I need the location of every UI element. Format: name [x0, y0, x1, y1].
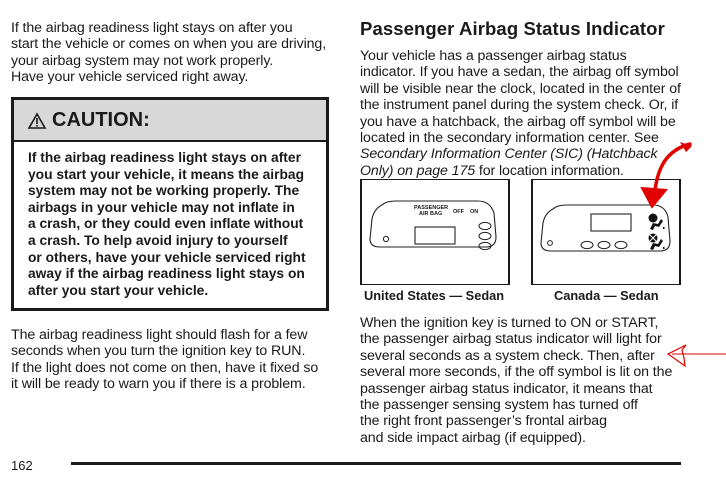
us-panel-illustration [360, 179, 510, 285]
arrow-left-icon [668, 345, 726, 366]
caution-header [14, 100, 326, 142]
panel-label-on: ON [470, 209, 479, 215]
footer-rule [71, 462, 681, 465]
text-line: When the ignition key is turned to ON or START, [360, 315, 659, 331]
page-number: 162 [11, 458, 33, 473]
cross-reference-link-page[interactable]: Only) on page 175 [360, 162, 476, 179]
caution-box [11, 97, 329, 311]
text-line: will be visible near the clock, located in the center of [360, 80, 681, 97]
text-line: Your vehicle has a passenger airbag status [360, 48, 627, 64]
warning-triangle-icon [28, 112, 46, 128]
text-line: you start your vehicle, it means the airbag [28, 166, 305, 182]
caution-heading: CAUTION: [52, 108, 150, 131]
panel-label-airbag: AIR BAG [419, 211, 443, 217]
text-line: a crash. To help avoid injury to yourself [28, 232, 288, 248]
text-line: your airbag system may not work properly. [11, 52, 274, 69]
text-line: If the light does not come on then, have it fixed so [11, 359, 319, 376]
text-line: several seconds as a system check. Then, after [360, 347, 655, 364]
airbag-off-symbol-icon [647, 233, 667, 251]
text-line: system may not be working properly. The [28, 183, 300, 199]
canada-panel-illustration [531, 179, 681, 285]
caption-canada-sedan: Canada — Sedan [554, 288, 659, 303]
text-line: it will be ready to warn you if there is a problem. [11, 376, 306, 393]
panel-label-passenger: PASSENGER [414, 205, 449, 211]
caution-text [14, 142, 326, 299]
text-line: If the airbag readiness light stays on after you [11, 20, 293, 36]
text-line: or others, have your vehicle serviced right [28, 249, 306, 265]
text-line: Have your vehicle serviced right away. [11, 69, 249, 86]
intro-paragraph [11, 20, 326, 86]
text-line: the right front passenger’s frontal airbag [360, 413, 607, 430]
caption-us-sedan: United States — Sedan [364, 288, 505, 303]
ignition-paragraph [360, 315, 672, 446]
text-line: The airbag readiness light should flash for a few [11, 327, 308, 343]
cross-reference-link[interactable]: Secondary Information Center (SIC) (Hatchback [360, 146, 658, 163]
text-line: you have a hatchback, the airbag off symbol will be [360, 113, 676, 130]
figure-us-sedan [360, 179, 510, 285]
text-line: start the vehicle or comes on when you are driving, [11, 36, 327, 53]
text-line: passenger airbag status indicator, it means that [360, 380, 653, 397]
text-line: a crash, or they could even inflate without [28, 216, 304, 232]
text-line: and side impact airbag (if equipped). [360, 429, 586, 446]
text-line: several more seconds, if the off symbol is lit on the [360, 364, 673, 381]
text-line: seconds when you turn the ignition key to RUN. [11, 343, 306, 360]
text-line: If the airbag readiness light stays on after [28, 150, 301, 165]
description-paragraph [360, 48, 681, 179]
flash-paragraph [11, 327, 318, 393]
text-line: the instrument panel during the system check. Or, if [360, 97, 679, 114]
text-line: the passenger sensing system has turned off [360, 397, 638, 414]
figure-canada-sedan [531, 179, 681, 285]
text-line: located in the secondary information center. See [360, 130, 659, 147]
panel-label-off: OFF [453, 209, 464, 215]
text-line: away if the airbag readiness light stays on [28, 266, 305, 282]
text-line: the passenger airbag status indicator will light for [360, 331, 662, 348]
airbag-on-symbol-icon [647, 213, 667, 231]
section-title: Passenger Airbag Status Indicator [360, 18, 665, 39]
text-line: airbags in your vehicle may not inflate in [28, 199, 295, 215]
text-fragment: for location information. [475, 162, 624, 179]
text-line: indicator. If you have a sedan, the airbag off symbol [360, 64, 679, 81]
text-line: after you start your vehicle. [28, 282, 209, 298]
